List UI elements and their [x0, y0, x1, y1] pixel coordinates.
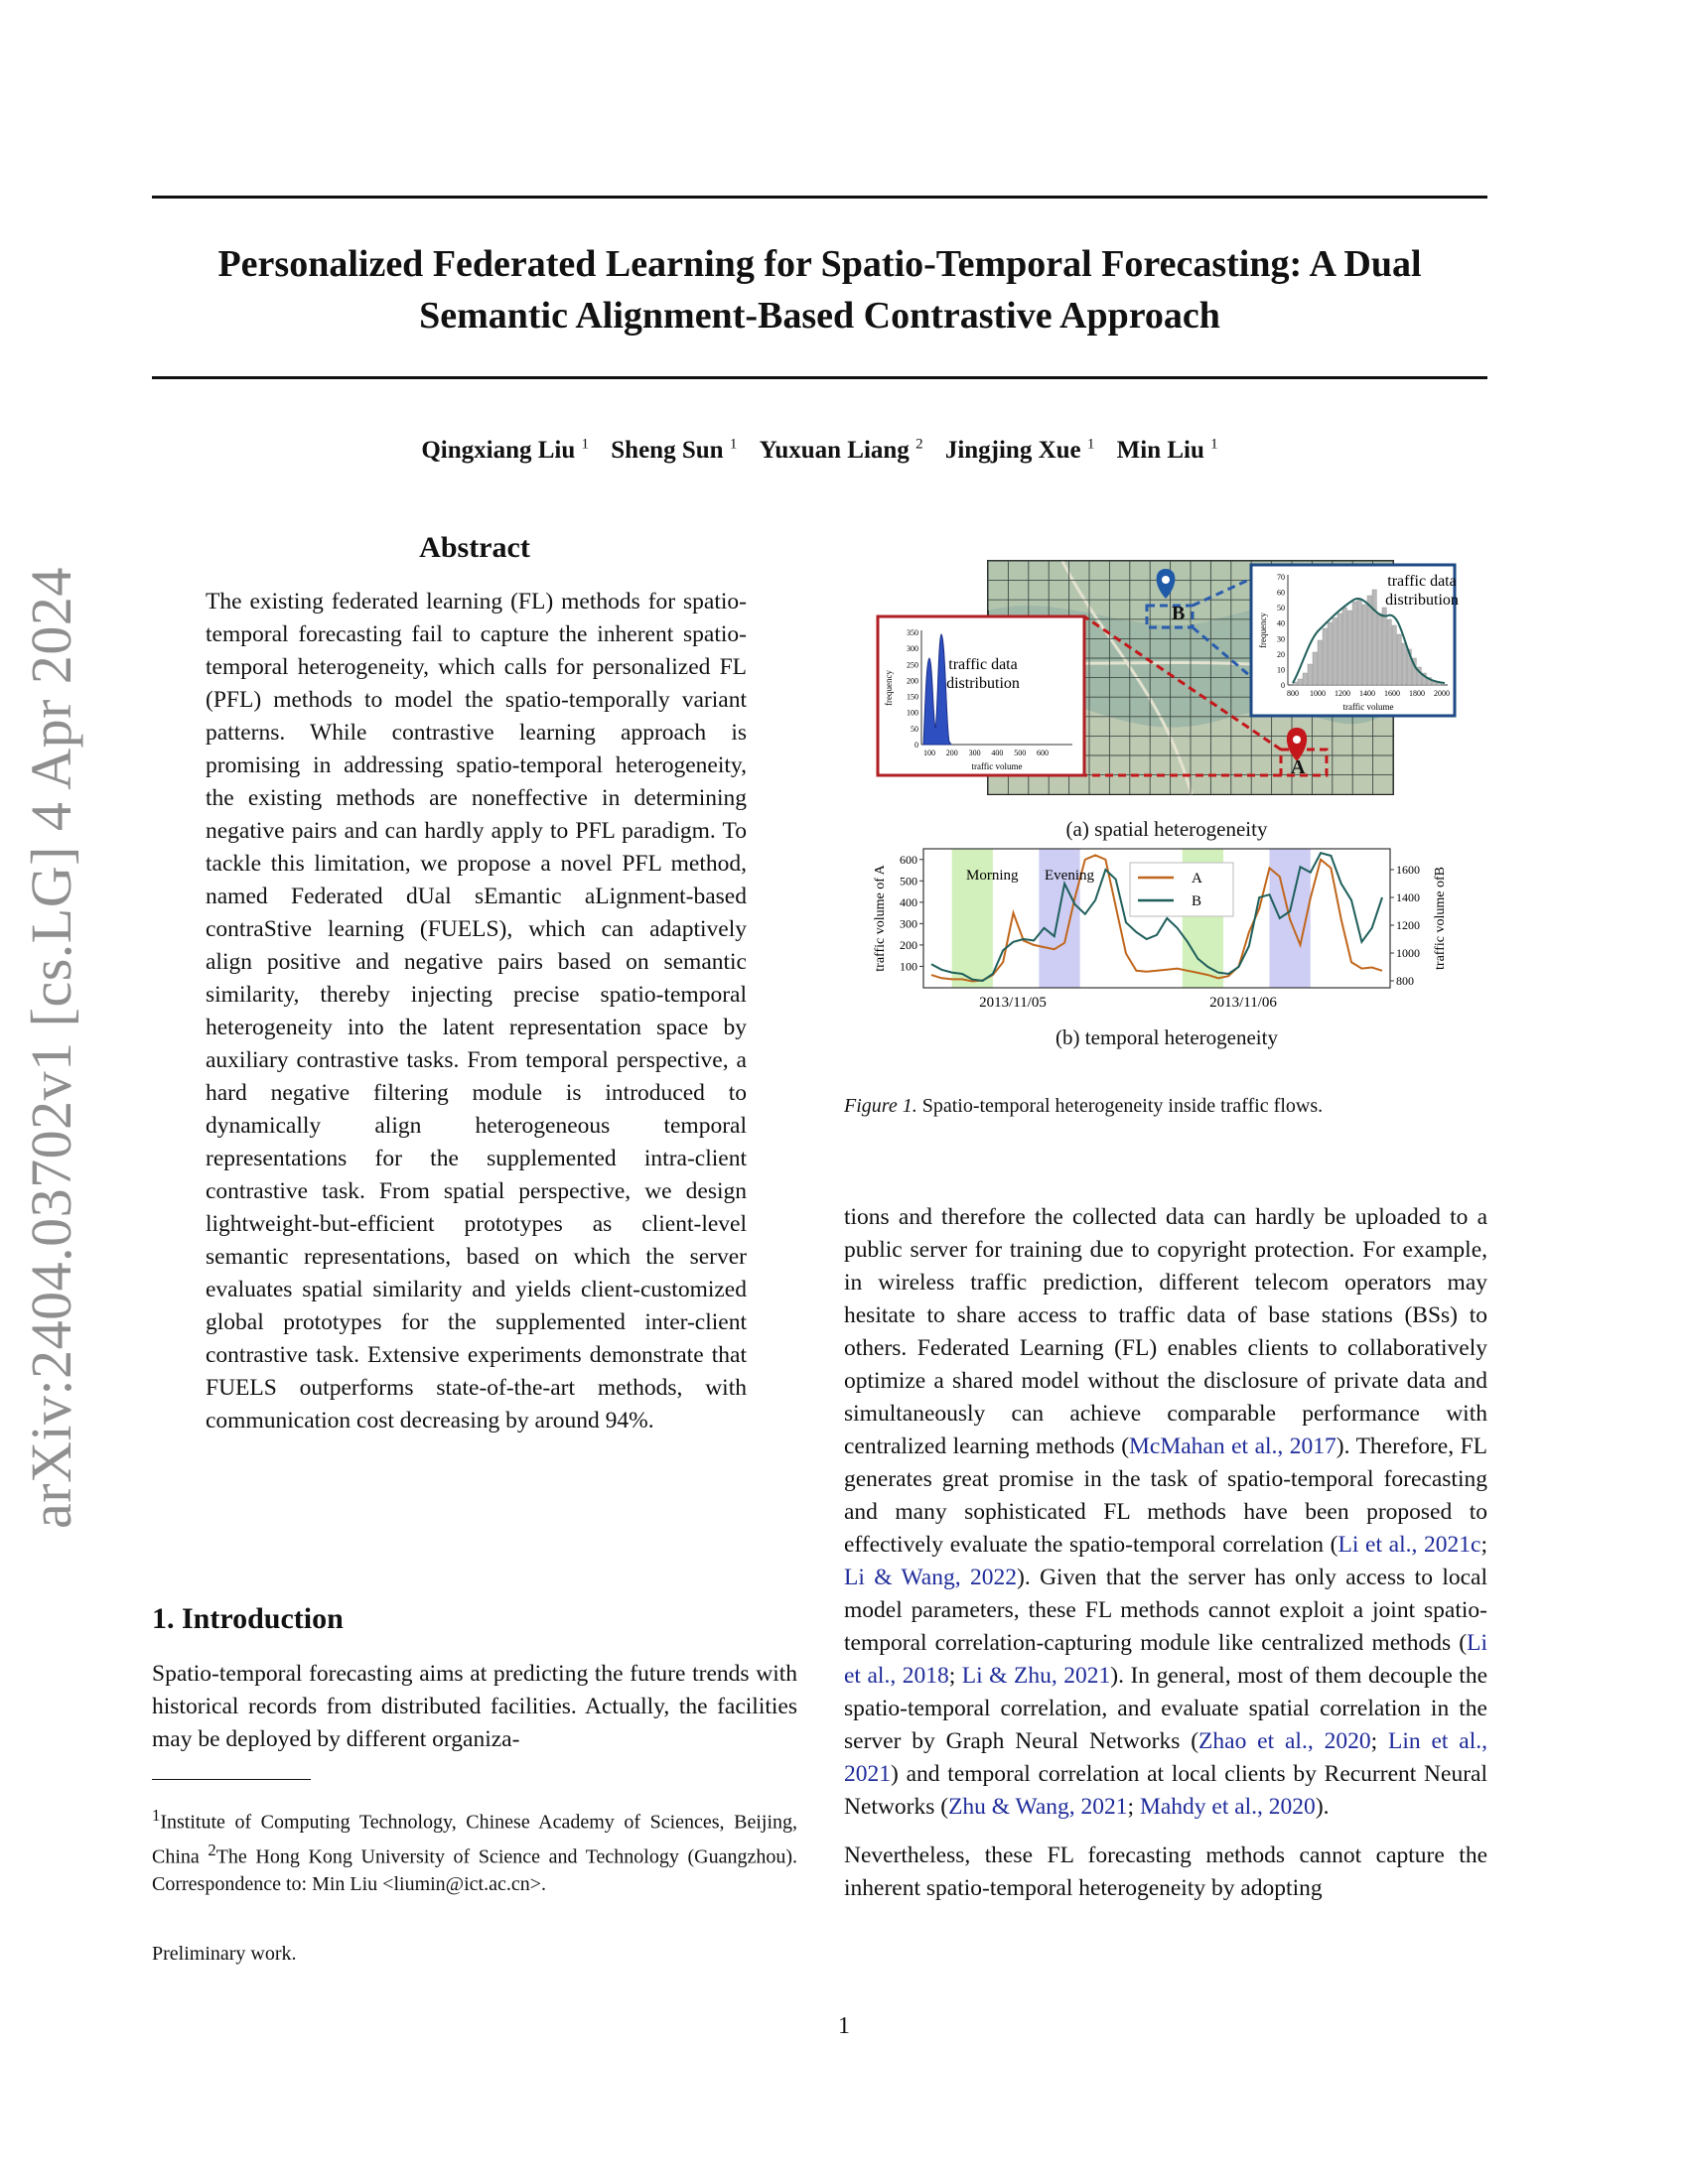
tick-label: 70	[1277, 573, 1285, 582]
body-text: ;	[948, 1663, 962, 1689]
body-text: ).	[1315, 1794, 1330, 1820]
tick-label: 800	[1287, 689, 1299, 698]
y-tick-label: 1000	[1396, 946, 1420, 960]
tick-label: 1600	[1384, 689, 1400, 698]
body-text: ). Given that the server has only access to local model parameters, these FL methods cannot exploit a joint spatio-temporal correlation-capturing module like centralized methods (	[844, 1565, 1487, 1656]
tick-label: 250	[907, 660, 918, 670]
subcaption-a: (a) spatial heterogeneity	[1065, 817, 1268, 841]
author-name: Sheng Sun	[611, 437, 724, 465]
title-line-2: Semantic Alignment-Based Contrastive Approach	[419, 295, 1220, 337]
histogram-bar	[1347, 611, 1351, 685]
footnote-marker: 1	[152, 1806, 161, 1825]
histogram-bar	[1352, 602, 1356, 685]
y-axis-label-left: traffic volume of A	[873, 865, 888, 972]
abstract-text: The existing federated learning (FL) methods for spatio-temporal forecasting fail to capture the inherent spatio-temporal heterogeneity, which calls for personalized FL (PFL) methods to model the spatio-temporally variant patterns. While contrastive learning approach is promising in addressing spatio-temporal heterogeneity, the existing methods are noneffective in determining negative pairs and can hardly apply to PFL paradigm. To tackle this limitation, we propose a novel PFL method, named	[206, 589, 747, 909]
author-name: Min Liu	[1116, 437, 1204, 465]
y-ticks-left	[900, 853, 923, 974]
body-text: ;	[1480, 1532, 1487, 1558]
footnote-marker: 2	[208, 1840, 216, 1859]
author-name: Yuxuan Liang	[759, 437, 910, 465]
citation-link[interactable]: Zhao et al., 2020	[1198, 1728, 1371, 1754]
histogram-bar	[1333, 618, 1336, 686]
tick-label: 60	[1277, 588, 1285, 598]
author-affiliation: 1	[1086, 437, 1095, 453]
histogram-bar	[1313, 652, 1317, 685]
y-axis-label-right: traffic volume ofB	[1433, 867, 1448, 970]
author-affiliation: 1	[729, 437, 738, 453]
tick-label: 10	[1277, 665, 1285, 675]
histogram-bar	[1328, 622, 1332, 685]
tick-label: 0	[914, 741, 918, 750]
citation-link[interactable]: Li & Wang, 2022	[844, 1565, 1017, 1590]
histogram-bar	[1357, 599, 1361, 685]
histogram-bar	[1377, 614, 1381, 685]
tick-label: 100	[907, 708, 918, 718]
tick-label: 500	[1014, 749, 1027, 757]
citation-link[interactable]: Li et al., 2018	[844, 1630, 1487, 1689]
author-affiliation: 1	[1210, 437, 1218, 453]
body-text: tions and therefore the collected data can hardly be uploaded to a public server for training due to copyright protection. For example, in wireless traffic prediction, different telecom operators may hesitate to share access to traffic data of base stations (BSs) to others. Federated Learning (FL) enables clients to collaboratively optimize a shared model without the disclosure of private data and simultaneously can achieve comparable performance with centralized learning methods (	[844, 1204, 1487, 1459]
tick-label: 20	[1277, 649, 1285, 659]
inset-right-ylabel: frequency	[1258, 613, 1268, 648]
histogram-bar	[1318, 640, 1322, 685]
figure-1	[864, 551, 1460, 1072]
inset-right	[1251, 565, 1459, 716]
abstract-text: (FUELS), which can adaptively align positive and negative pairs based on semantic similarity, thereby injecting precise spatio-temporal heterogeneity into the latent representation space by auxiliary contrastive tasks. From temporal perspective, a hard negative filtering module is introduced to dynamically align heterogeneous temporal representations for the supplemented intra-client contrastive task. From spatial perspective, we design lightweight-but-efficient prototypes as client-level semantic representations, based on which the server evaluates spatial similarity and yields client-customized global prototypes for the supplemented inter-client contrastive task. Extensive experiments demonstrate that FUELS outperforms state-of-the-art methods, with communication cost decreasing by around 94%.	[206, 916, 747, 1433]
inset-right-xlabel: traffic volume	[1342, 702, 1394, 712]
footnote-text: The Hong Kong University of Science and Technology (Guangzhou). Correspondence to: Min Liu <liumin@ict.ac.cn>.	[152, 1845, 797, 1896]
inset-left-ylabel: frequency	[884, 670, 894, 706]
author-list	[152, 437, 1487, 465]
y-ticks-right	[1390, 863, 1420, 988]
author	[421, 437, 589, 464]
x-tick-label: 2013/11/06	[1209, 995, 1277, 1011]
footnote-rule	[152, 1779, 311, 1780]
evening-label: Evening	[1045, 868, 1094, 884]
temporal-heterogeneity-chart	[873, 849, 1448, 1011]
legend-label-b: B	[1192, 893, 1202, 909]
tick-label: 30	[1277, 634, 1285, 644]
tick-label: 50	[911, 724, 918, 734]
paper-title	[152, 238, 1487, 341]
histogram-bar	[1298, 679, 1302, 685]
body-text: ;	[1370, 1728, 1388, 1754]
histogram-bar	[1372, 590, 1376, 685]
inset-left	[878, 616, 1084, 775]
footnote-text: Institute of Computing Technology, Chinese Academy of Sciences, Beijing, China	[152, 1811, 797, 1868]
tick-label: 40	[1277, 618, 1285, 628]
author-affiliation: 1	[581, 437, 590, 453]
y-tick-label: 400	[900, 894, 917, 909]
author-affiliation: 2	[915, 437, 923, 453]
abstract-body	[206, 586, 747, 1437]
histogram-bar	[1397, 634, 1401, 685]
y-tick-label: 1400	[1396, 890, 1420, 904]
citation-link[interactable]: Li et al., 2021c	[1337, 1532, 1481, 1558]
citation-link[interactable]: Zhu & Wang, 2021	[948, 1794, 1128, 1820]
histogram-bar	[1402, 643, 1406, 685]
tick-label: 600	[1037, 749, 1049, 757]
histogram-bar	[1387, 619, 1391, 685]
tick-label: 350	[907, 628, 918, 637]
figure-1-caption	[844, 1095, 1323, 1118]
author	[945, 437, 1095, 464]
y-tick-label: 1200	[1396, 918, 1420, 932]
tick-label: 1800	[1409, 689, 1425, 698]
author	[611, 437, 737, 464]
histogram-bar	[1337, 614, 1341, 685]
tick-label: 200	[945, 749, 958, 757]
tick-label: 0	[1281, 681, 1285, 690]
tick-label: 1000	[1310, 689, 1326, 698]
figure-caption-text: Spatio-temporal heterogeneity inside traffic flows.	[916, 1095, 1324, 1117]
body-text: ) and temporal correlation at local clients by Recurrent Neural Networks (	[844, 1761, 1487, 1820]
histogram-bar	[1308, 664, 1312, 685]
subcaption-b: (b) temporal heterogeneity	[1055, 1025, 1278, 1049]
author	[760, 437, 923, 464]
histogram-bar	[1382, 608, 1386, 685]
legend-label-a: A	[1192, 871, 1202, 887]
author	[1117, 437, 1218, 464]
inset-left-xlabel: traffic volume	[971, 761, 1023, 771]
citation-link[interactable]: Lin et al., 2021	[844, 1728, 1487, 1787]
tick-label: 100	[923, 749, 935, 757]
y-tick-label: 500	[900, 874, 917, 888]
histogram-bar	[1303, 673, 1307, 685]
arxiv-identifier-stamp: arXiv:2404.03702v1 [cs.LG] 4 Apr 2024	[19, 567, 83, 1529]
tick-label: 50	[1277, 604, 1285, 614]
x-tick-label: 2013/11/05	[979, 995, 1047, 1011]
tick-label: 150	[907, 692, 918, 702]
tick-label: 400	[991, 749, 1004, 757]
tick-label: 300	[907, 644, 918, 654]
histogram-bar	[1323, 628, 1327, 685]
y-tick-label: 800	[1396, 974, 1414, 988]
figure-1-graphic	[864, 551, 1460, 1072]
histogram-bar	[1392, 625, 1396, 685]
tick-label: 200	[907, 676, 918, 686]
body-text: ). Therefore, FL generates great promise in the task of spatio-temporal forecasting and many sophisticated FL methods have been proposed to effectively evaluate the spatio-temporal correlation (	[844, 1433, 1487, 1558]
y-tick-label: 600	[900, 852, 917, 867]
intro-paragraph	[844, 1201, 1487, 1824]
acronym-expansion: Federated dUal sEmantic aLignment-based contraStive learning	[206, 884, 747, 942]
tick-label: 1200	[1335, 689, 1350, 698]
body-text: ;	[1127, 1794, 1140, 1820]
author-name: Qingxiang Liu	[421, 437, 576, 465]
citation-link[interactable]: Mahdy et al., 2020	[1139, 1794, 1316, 1820]
inset-right-title: traffic data	[1387, 573, 1457, 590]
pin-b-label: B	[1172, 603, 1186, 624]
intro-right-column	[844, 1201, 1487, 1921]
page-number: 1	[838, 2013, 850, 2039]
y-tick-label: 200	[900, 937, 917, 952]
histogram-bar	[1342, 608, 1346, 685]
intro-left-paragraph: Spatio-temporal forecasting aims at predicting the future trends with historical records from distributed facilities. Actually, the facilities may be deployed by different organiza-	[152, 1661, 797, 1752]
y-tick-label: 1600	[1396, 863, 1420, 877]
title-bottom-rule	[152, 376, 1487, 379]
citation-link[interactable]: Li & Zhu, 2021	[961, 1663, 1111, 1689]
pin-a-label: A	[1291, 756, 1306, 778]
histogram-bar	[1362, 605, 1366, 685]
title-top-rule	[152, 196, 1487, 199]
author-name: Jingjing Xue	[944, 437, 1081, 465]
tick-label: 300	[968, 749, 981, 757]
tick-label: 1400	[1359, 689, 1375, 698]
y-tick-label: 100	[900, 959, 917, 974]
morning-label: Morning	[966, 868, 1019, 884]
citation-link[interactable]: McMahan et al., 2017	[1129, 1433, 1336, 1459]
intro-paragraph: Nevertheless, these FL forecasting methods cannot capture the inherent spatio-temporal heterogeneity by adopting	[844, 1843, 1487, 1901]
body-text: ). In general, most of them decouple the spatio-temporal correlation, and evaluate spatial correlation in the server by Graph Neural Networks (	[844, 1663, 1487, 1754]
y-tick-label: 300	[900, 916, 917, 931]
inset-left-title: distribution	[946, 675, 1020, 692]
affiliation-footnote	[152, 1802, 797, 1898]
tick-label: 2000	[1434, 689, 1450, 698]
preliminary-note: Preliminary work.	[152, 1943, 297, 1965]
figure-caption-label: Figure 1.	[844, 1095, 917, 1117]
inset-left-title: traffic data	[948, 656, 1018, 673]
histogram-bar	[1367, 596, 1371, 685]
title-line-1: Personalized Federated Learning for Spatio-Temporal Forecasting: A Dual	[217, 243, 1422, 285]
abstract-heading: Abstract	[419, 531, 530, 564]
legend	[1130, 863, 1233, 916]
section-heading-introduction: 1. Introduction	[152, 1602, 344, 1635]
inset-right-title: distribution	[1385, 592, 1459, 609]
